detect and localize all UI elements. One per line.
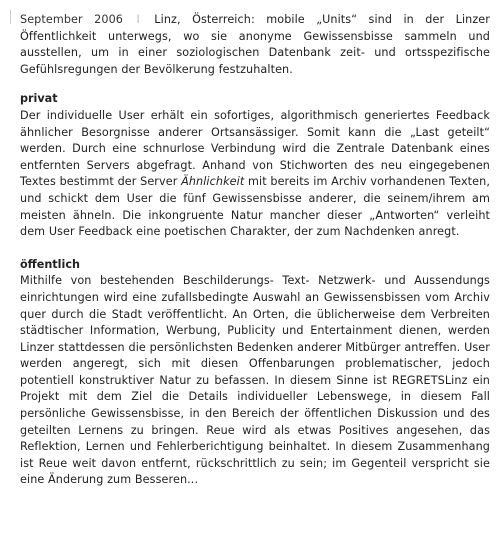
- left-rule: [10, 10, 11, 24]
- heading-privat: privat: [20, 92, 58, 106]
- intro-paragraph: [20, 12, 490, 78]
- oeffentlich-paragraph: [20, 273, 490, 489]
- privat-paragraph: [20, 108, 490, 241]
- intro-text: Linz, Österreich: mobile „Units“ sind in der Linzer Öffentlichkeit unterwegs, wo sie anonyme Gewissensbisse sammeln und ausstellen, um in einer soziologischen Datenbank zeit- und ortsspezifische Gefühlsregungen der Bevölkerung festzuhalten.: [20, 13, 490, 76]
- date-separator: I: [136, 13, 140, 26]
- privat-text-part1: Der individuelle User erhält ein sofortiges, algorithmisch generiertes Feedback ähnlicher Besorgnisse anderer Ortsansässiger. Somit kann die „Last geteilt“ werden. Durch eine schnurlose Verbindung wird die Zentrale Datenbank eines entfernten Servers abgefragt. Anhand von Stichworten des neu eingegebenen Textes bestimmt der Server: [20, 108, 490, 189]
- date-label: September 2006: [20, 13, 124, 26]
- section-oeffentlich: [20, 257, 490, 489]
- privat-text-part2: mit bereits im Archiv vorhandenen Texten, und schickt dem User die fünf Gewissensbisse anderer, die seinem/ihrem am meisten ähneln. Die inkongruente Natur mancher dieser „Antworten“ verleiht dem User Feedback eine poetischen Charakter, der zum Nachdenken anregt.: [20, 175, 490, 239]
- heading-oeffentlich: öffentlich: [20, 257, 80, 271]
- oeffentlich-text: Mithilfe von bestehenden Beschilderungs- Text- Netzwerk- und Aussendungs einrichtungen wird eine zufallsbedingte Auswahl an Gewissensbissen vom Archiv quer durch die Stadt veröffentlicht. An Orten, die üblicherweise dem Verbreiten städtischer Information, Werbung, Publicity und Entertainment dienen, werden Linzer stattdessen die persönlichsten Bedenken anderer Mitbürger antreffen. User werden angeregt, sich mit diesen Offenbarungen problematischer, jedoch potentiell konstruktiver Natur zu befassen. In diesem Sinne ist REGRETSLinz ein Projekt mit dem Ziel die Details individueller Lebenswege, in diesem Fall persönliche Gewissensbisse, in den Bereich der öffentlichen Diskussion und des geteilten Lernens zu bringen. Reue wird als etwas Positives angesehen, das Reflektion, Lernen und Fehlerberichtigung beinhaltet. In diesem Zusammenhang ist Reue weit davon entfernt, rückschrittlich zu sein; im Gegenteil verspricht sie eine Änderung zum Besseren...: [20, 274, 490, 487]
- section-privat: [20, 91, 490, 240]
- privat-text-emphasis: Ähnlichkeit: [181, 175, 245, 189]
